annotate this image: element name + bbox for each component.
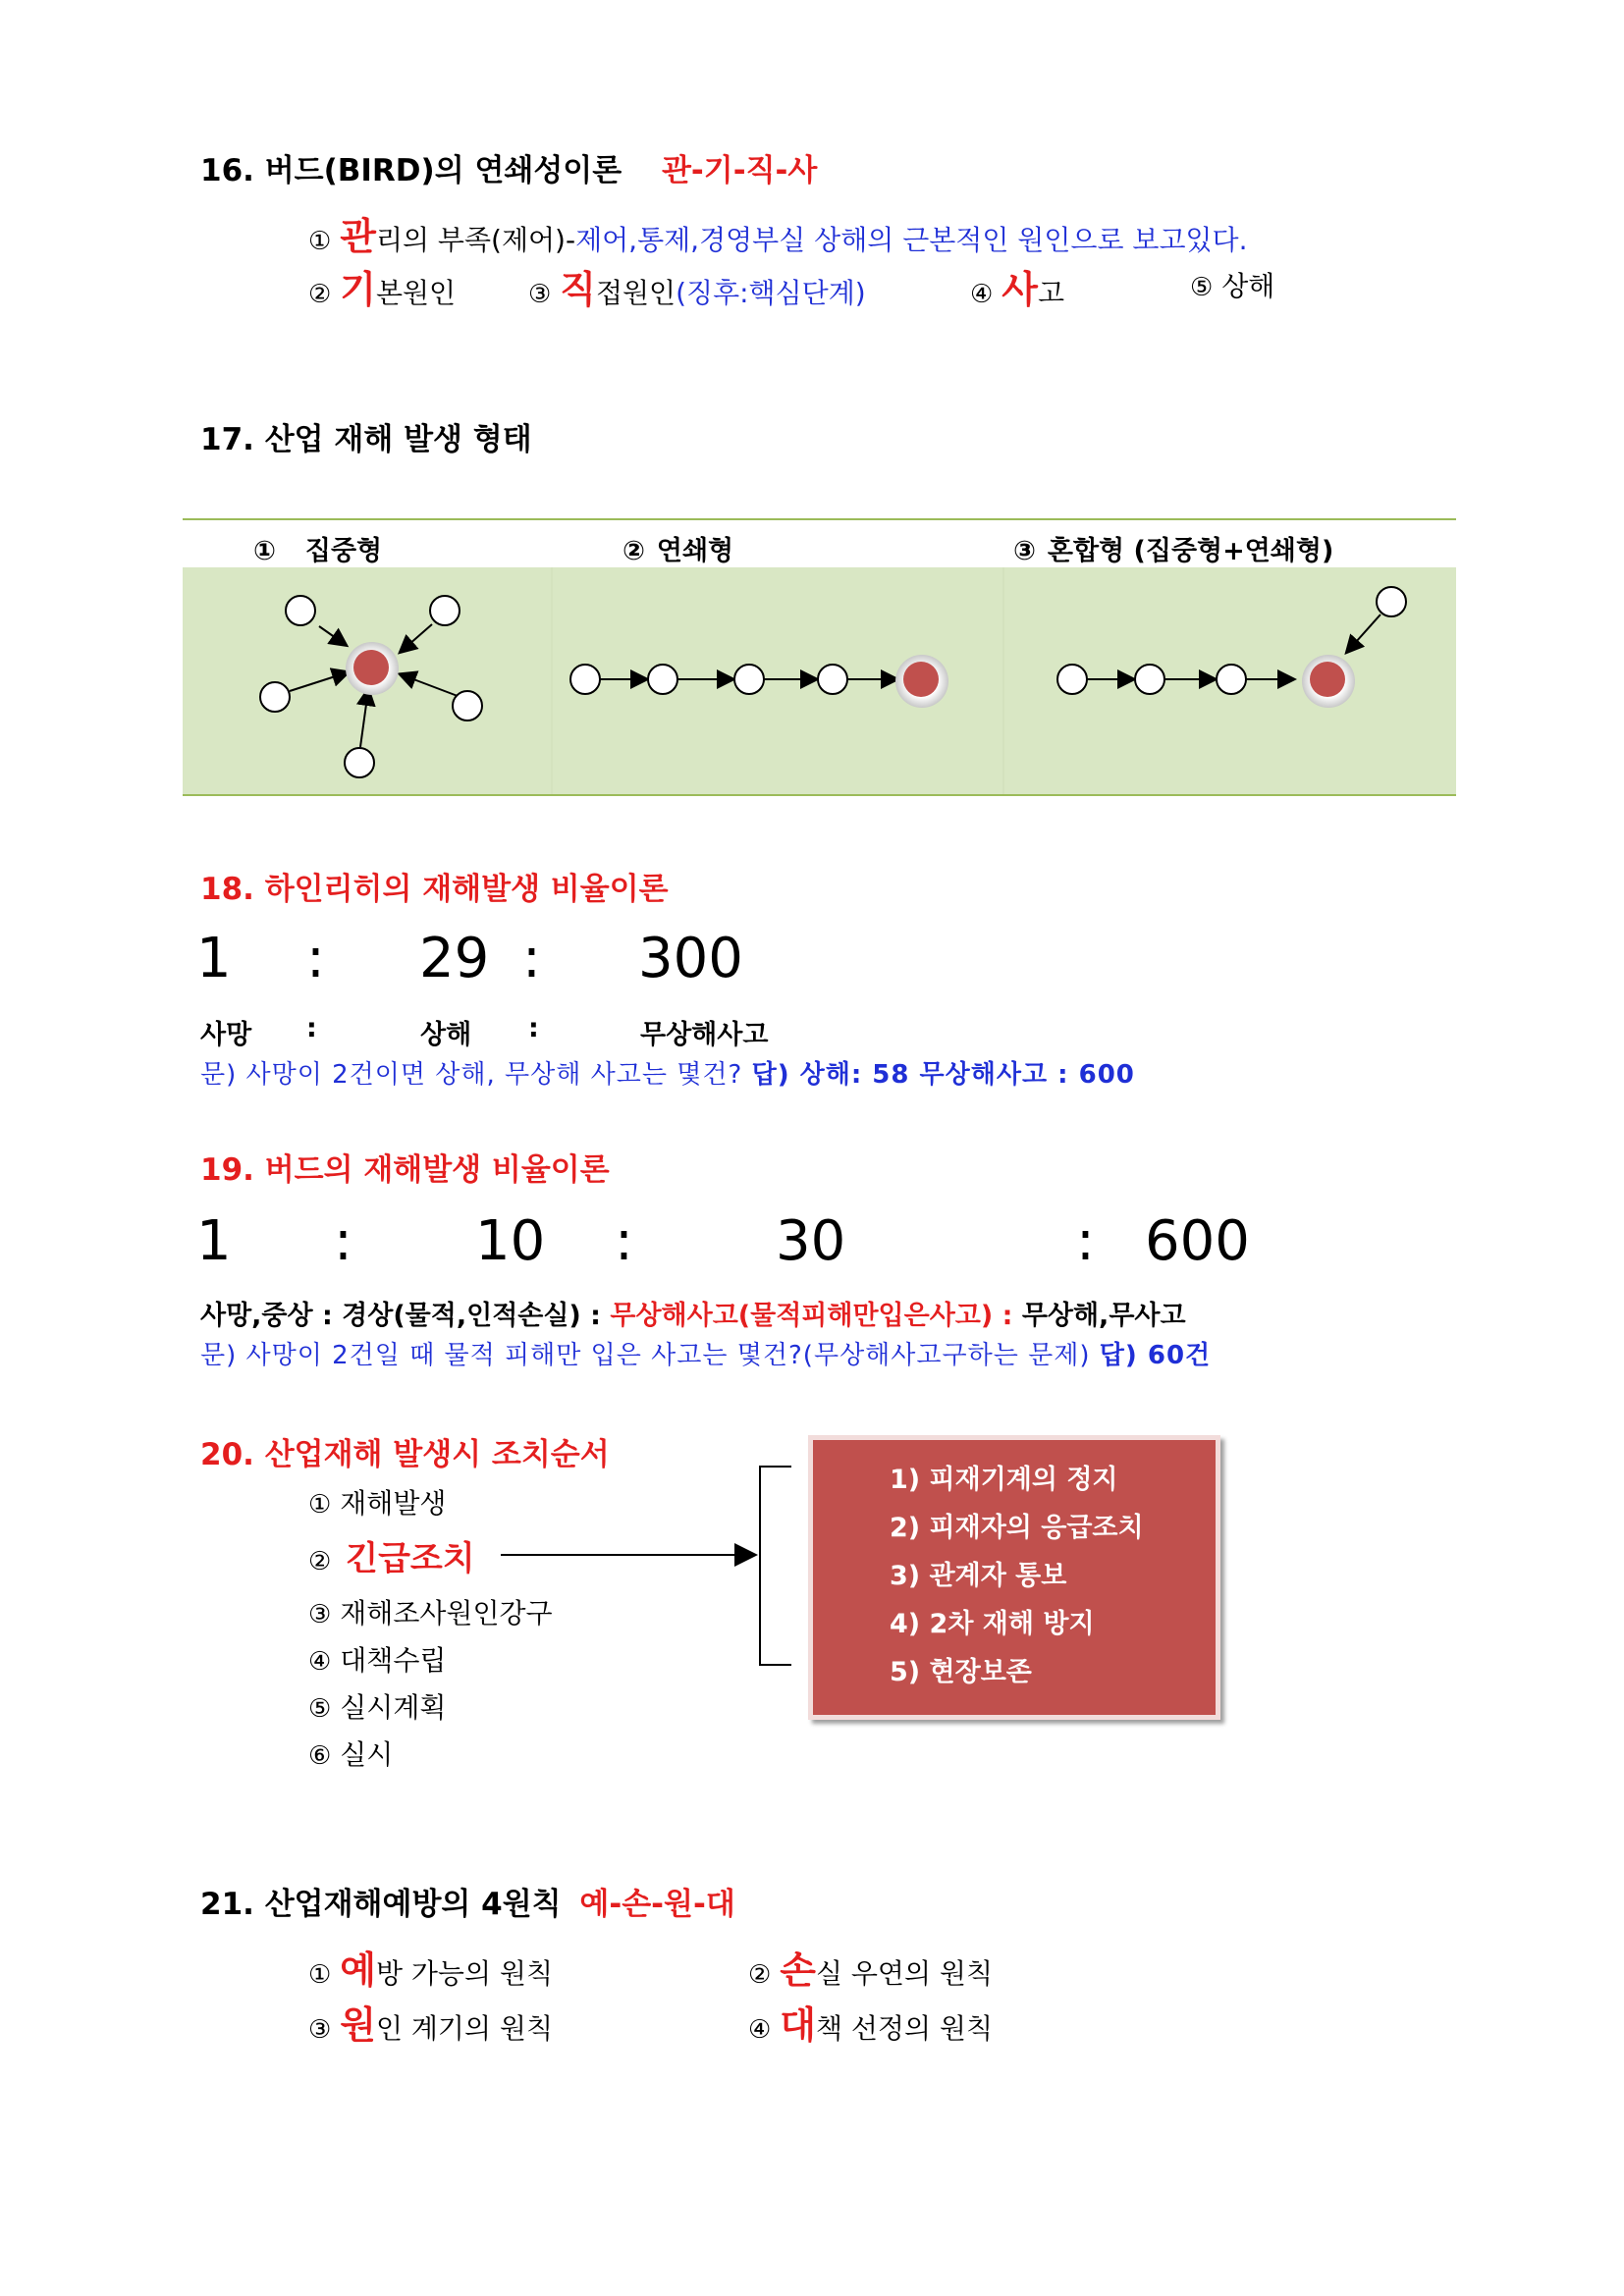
item-key-letter: 예 [340, 1949, 376, 1992]
heinrich-question [200, 1054, 1135, 1091]
item-number: ③ [528, 280, 552, 309]
section-20-title: 20. 산업재해 발생시 조치순서 [200, 1437, 610, 1472]
section-16-title-text: 16. 버드(BIRD)의 연쇄성이론 [200, 153, 623, 188]
answer-text: 답) 상해: 58 무상해사고 : 600 [751, 1060, 1135, 1090]
section-21-title [200, 1879, 735, 1923]
section-21-mnemonic: 예-손-원-대 [579, 1887, 735, 1922]
bird-item-4 [970, 259, 1064, 313]
procedure-step-1: ① 재해발생 [308, 1487, 447, 1520]
concentrated-type-diagram [260, 596, 482, 777]
principle-2: ② 손실 우연의 원칙 [748, 1949, 994, 1992]
emergency-measure-2: 2) 피재자의 응급조치 [890, 1513, 1144, 1543]
bird-ratio-1: 1 [196, 1209, 232, 1273]
bird-label-no-accident: 무상해,무사고 [1021, 1301, 1186, 1331]
col-header-concentrated: ① 집중형 [253, 536, 383, 566]
item-key-letter: 원 [340, 2003, 376, 2047]
item-note: (징후:핵심단계) [676, 277, 866, 309]
item-text: 본원인 [375, 277, 457, 309]
section-16-title [200, 145, 817, 189]
principle-3: ③ 원인 계기의 원칙 [308, 2003, 554, 2047]
emergency-measure-1: 1) 피재기계의 정지 [890, 1465, 1118, 1495]
item-number: ⑤ [1190, 273, 1214, 302]
section-17-title: 17. 산업 재해 발생 형태 [200, 422, 532, 457]
bird-item-3 [528, 259, 866, 313]
bird-item-5 [1190, 265, 1274, 304]
accident-type-table [183, 518, 1456, 796]
item-key-letter: 관 [340, 215, 376, 258]
principle-4: ④ 대책 선정의 원칙 [748, 2003, 994, 2047]
bird-ratio-sep-2: : [615, 1209, 633, 1273]
heinrich-label-death: 사망 [200, 1020, 252, 1050]
item-note: 제어,통제,경영부실 상해의 근본적인 원인으로 보고있다. [575, 224, 1248, 256]
table-body [183, 567, 1456, 796]
heinrich-label-no-injury: 무상해사고 [640, 1020, 769, 1050]
bird-ratio-2: 10 [475, 1209, 546, 1273]
item-number: ② [308, 280, 332, 309]
section-19-title: 19. 버드의 재해발생 비율이론 [200, 1152, 610, 1188]
heinrich-ratio-1: 1 [196, 927, 232, 990]
heinrich-label-sep-1: : [306, 1013, 317, 1043]
item-number: ④ [970, 280, 994, 309]
item-text: 리의 부족(제어)- [375, 224, 576, 256]
chain-type-diagram [570, 655, 948, 708]
item-key-letter: 손 [780, 1949, 816, 1992]
bird-ratio-labels [200, 1294, 1186, 1332]
bird-ratio-4: 600 [1145, 1209, 1250, 1273]
section-21-title-text: 21. 산업재해예방의 4원칙 [200, 1887, 562, 1922]
question-text: 문) 사망이 2건일 때 물적 피해만 입은 사고는 몇건?(무상해사고구하는 문제) [200, 1341, 1100, 1370]
item-text: 고 [1037, 277, 1064, 309]
bird-item-1 [308, 206, 1248, 260]
bird-question [200, 1335, 1211, 1371]
principle-1: ① 예방 가능의 원칙 [308, 1949, 554, 1992]
bird-ratio-3: 30 [776, 1209, 846, 1273]
procedure-step-4: ④ 대책수립 [308, 1644, 447, 1677]
emergency-measure-5: 5) 현장보존 [890, 1657, 1032, 1687]
procedure-step-2: ② 긴급조치 [308, 1539, 475, 1578]
section-16-mnemonic: 관-기-직-사 [661, 153, 818, 188]
answer-text: 답) 60건 [1099, 1341, 1212, 1370]
accident-diagrams [183, 567, 1456, 794]
col-header-mixed: ③ 혼합형 (집중형+연쇄형) [1013, 536, 1334, 566]
item-key-letter: 사 [1001, 268, 1038, 311]
bird-item-2 [308, 259, 456, 313]
item-number: ① [308, 227, 332, 256]
item-key-letter: 대 [780, 2003, 816, 2047]
procedure-step-5: ⑤ 실시계획 [308, 1691, 447, 1724]
heinrich-ratio-3: 300 [638, 927, 743, 990]
heinrich-ratio-2: 29 [419, 927, 490, 990]
col-header-chain: ② 연쇄형 [623, 536, 734, 566]
emergency-measure-3: 3) 관계자 통보 [890, 1561, 1067, 1591]
bird-label-death-minor: 사망,중상 : 경상(물적,인적손실) : [200, 1301, 611, 1331]
bird-ratio-sep-3: : [1076, 1209, 1095, 1273]
emergency-bracket-arrow [491, 1453, 815, 1679]
emergency-measure-4: 4) 2차 재해 방지 [890, 1609, 1095, 1639]
question-text: 문) 사망이 2건이면 상해, 무상해 사고는 몇건? [200, 1060, 752, 1090]
procedure-step-3: ③ 재해조사원인강구 [308, 1597, 553, 1629]
heinrich-label-sep-2: : [528, 1013, 539, 1043]
emergency-measures-box [808, 1435, 1220, 1720]
mixed-type-diagram [1057, 587, 1406, 708]
heinrich-ratio-sep-2: : [522, 927, 541, 990]
section-18-title: 18. 하인리히의 재해발생 비율이론 [200, 872, 669, 907]
item-text: 상해 [1221, 270, 1275, 302]
table-header [183, 518, 1456, 569]
item-text: 접원인 [595, 277, 677, 309]
heinrich-ratio-sep-1: : [306, 927, 325, 990]
heinrich-label-injury: 상해 [420, 1020, 472, 1050]
bird-ratio-sep-1: : [334, 1209, 352, 1273]
item-key-letter: 직 [560, 268, 596, 311]
item-key-letter: 기 [340, 268, 376, 311]
procedure-step-6: ⑥ 실시 [308, 1738, 394, 1771]
bird-label-property-damage: 무상해사고(물적피해만입은사고) : [610, 1301, 1022, 1331]
